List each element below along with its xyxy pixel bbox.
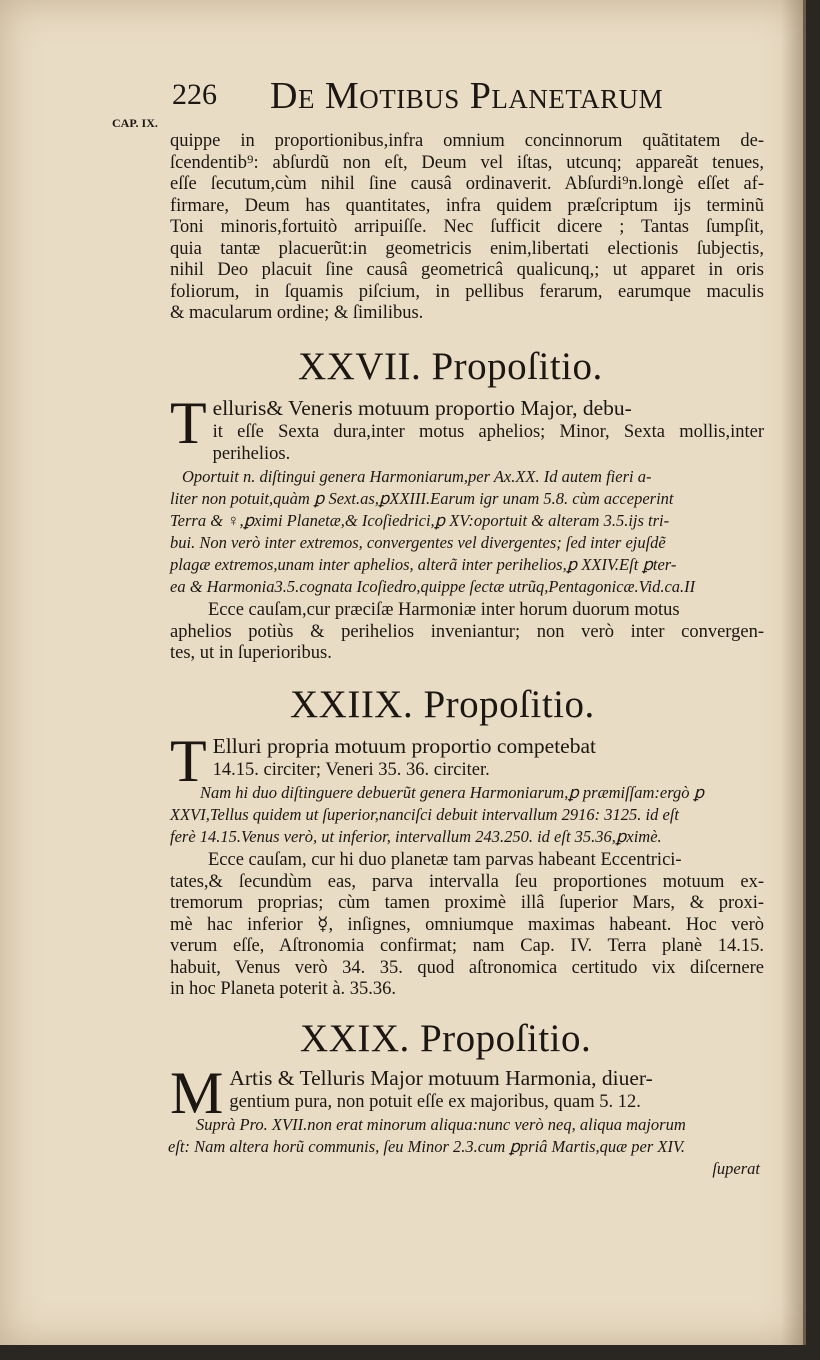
text-line: Oportuit n. diſtingui genera Harmoniarum,per Ax.XX. Id autem fieri a- [182,467,652,486]
text-line: Elluri propria motuum proportio competebat [212,734,596,758]
text-line: Terra & ♀,ꝑximi Planetæ,& Icoſiedrici,ꝑ XV:oportuit & alteram 3.5.ijs tri- [170,511,670,530]
drop-cap: M [170,1060,224,1126]
proposition-27-statement [170,390,764,465]
proposition-28-proof [170,782,764,848]
text-line: Suprà Pro. XVII.non erat minorum aliqua:nunc verò neq, aliqua majorum [196,1115,686,1134]
text-line: 14.15. circiter; Veneri 35. 36. circiter. [212,760,490,780]
page-number: 226 [172,78,217,111]
text-line: eſſe ſecutum,cùm nihil ſine causâ ordinaverit. Abſurdi⁹n.longè eſſet af- [170,174,764,194]
proposition-28-remark [170,850,764,1001]
text-line: it eſſe Sexta dura,inter motus aphelios; Minor, Sexta mollis,inter [212,422,764,442]
text-line: quippe in proportionibus,infra omnium concinnorum quãtitatem de- [170,131,764,151]
text-line: tates,& ſecundùm eas, parva intervalla ſeu proportiones motuum ex- [170,871,764,892]
text-line: Nam hi duo diſtinguere debuerũt genera Harmoniarum,ꝑ præmiſſam:ergò ꝑ [200,783,705,802]
proposition-29-proof [168,1114,764,1180]
proposition-heading-28: XXIIX. Propoſitio. [290,683,595,726]
text-line: aphelios potiùs & perihelios inveniantur; non verò inter convergen- [170,621,764,642]
paragraph-continued [170,131,764,325]
drop-cap: T [170,728,207,794]
text-line: quia tantæ placuerũt:in geometricis enim,libertati electionis ſubjectis, [170,238,764,259]
drop-cap: T [170,390,207,456]
chapter-marker: CAP. IX. [112,116,158,130]
running-title: De Motibus Planetarum [270,75,664,117]
text-line: liter non potuit,quàm ꝑ Sext.as,ꝑXXIII.Earum igr unam 5.8. cùm acceperint [170,489,674,508]
proposition-heading-29: XXIX. Propoſitio. [300,1017,592,1060]
text-line: tremorum proprias; cùm tamen proximè illâ ſuperior Mars, & proxi- [170,893,764,913]
text-line: gentium pura, non potuit eſſe ex majoribus, quam 5. 12. [229,1092,641,1112]
text-line: in hoc Planeta poterit à. 35.36. [170,979,397,999]
proposition-27-proof [170,466,764,598]
text-line: Artis & Telluris Major motuum Harmonia, diuer- [229,1066,653,1090]
text-line: ferè 14.15.Venus verò, ut inferior, intervallum 243.250. id eſt 35.36,ꝑximè. [170,827,662,846]
text-line: ſcendentib⁹: abſurdũ non eſt, Deum vel iſtas, utcunq; appareãt tenues, [170,152,764,173]
text-line: habuit, Venus verò 34. 35. quod aſtronomica certitudo vix diſcernere [170,957,764,978]
text-line: ea & Harmonia3.5.cognata Icoſiedro,quippe ſectæ utrũq,Pentagonicæ.Vid.ca.II [170,577,696,596]
catchword: ſuperat [712,1159,760,1178]
text-line: Toni minoris,fortuitò arripuiſſe. Nec ſufficit dicere ; Tantas ſumpſit, [170,217,764,237]
text-line: firmare, Deum has quantitates, infra quidem præſcriptum ijs terminũ [170,195,764,216]
text-line: Ecce cauſam, cur hi duo planetæ tam parvas habeant Eccentrici- [208,850,682,870]
text-line: bui. Non verò inter extremos, convergentes vel divergentes; ſed inter ejuſdẽ [170,533,666,552]
text-line: plagæ extremos,unam inter aphelios, alterã inter perihelios,ꝑ XXIV.Eſt ꝑter- [170,555,677,574]
proposition-27-remark [170,600,764,665]
text-line: perihelios. [212,443,291,464]
text-line: elluris& Veneris motuum proportio Major, debu- [212,396,632,420]
running-header [172,74,732,124]
text-line: tes, ut in ſuperioribus. [170,643,332,663]
text-line: verum eſſe, Aſtronomia confirmat; nam Cap. IV. Terra planè 14.15. [170,936,764,956]
proposition-heading-27: XXVII. Propoſitio. [298,345,603,388]
text-line: foliorum, in ſquamis piſcium, in pellibus ferarum, earumque maculis [170,281,764,302]
text-line: nihil Deo placuit ſine causâ geometricâ qualicunq,; ut apparet in oris [170,260,764,280]
text-line: & macularum ordine; & ſimilibus. [170,303,424,323]
text-line: mè hac inferior ☿, inſignes, omniumque maximas habeant. Hoc verò [170,914,764,935]
text-line: XXVI,Tellus quidem ut ſuperior,nanciſci debuit intervallum 2916: 3125. id eſt [170,805,680,824]
text-line: Ecce cauſam,cur præciſæ Harmoniæ inter horum duorum motus [208,600,680,620]
text-line: eſt: Nam altera horũ communis, ſeu Minor 2.3.cum ꝑpriâ Martis,quæ per XIV. [168,1137,686,1156]
